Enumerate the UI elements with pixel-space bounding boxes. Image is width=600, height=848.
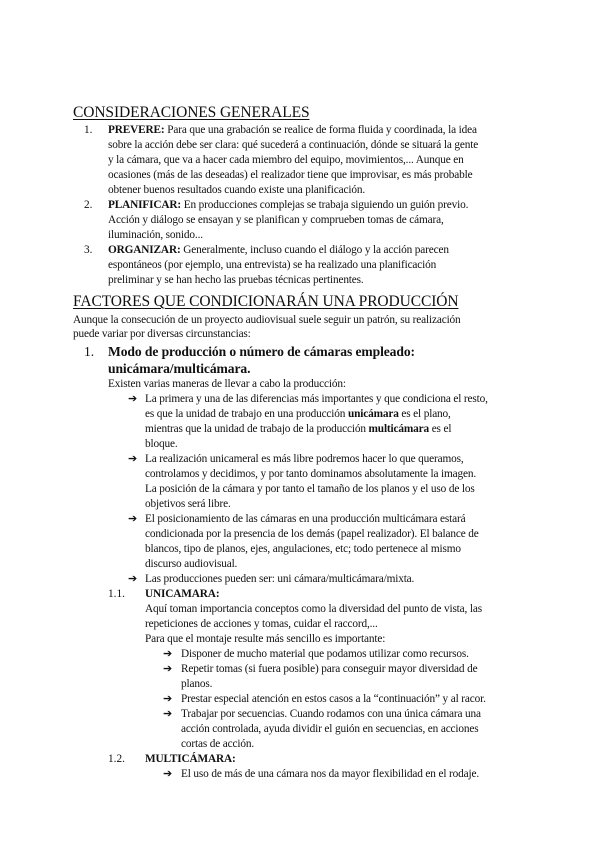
bullet-line: Prestar especial atención en estos casos a la “continuación” y al racor.	[181, 693, 486, 705]
arrow-bullet-icon: ➔	[128, 453, 138, 465]
list-item-line: ocasiones (más de las deseadas) el realizador tiene que improvisar, es más probable	[108, 169, 473, 181]
section-title-consideraciones: CONSIDERACIONES GENERALES	[73, 104, 310, 121]
bullet-line: es que la unidad de trabajo en una producción unicámara es el plano,	[145, 408, 451, 420]
paragraph-line: repeticiones de acciones y tomas, cuidar el raccord,...	[145, 618, 378, 630]
paragraph-line: Aquí toman importancia conceptos como la diversidad del punto de vista, las	[145, 603, 482, 615]
subsection-title: UNICAMARA:	[145, 588, 220, 600]
subsection-title: MULTICÁMARA:	[145, 753, 236, 765]
list-item-line: sobre la acción debe ser clara: qué sucederá a continuación, dónde se situará la gente	[108, 139, 479, 151]
list-number: 1.	[84, 344, 95, 359]
list-number: 1.	[84, 124, 93, 136]
bullet-line: condicionada por la presencia de los demás (papel realizador). El balance de	[145, 528, 479, 540]
bullet-line: objetivos será libre.	[145, 498, 231, 510]
bullet-line: La posición de la cámara y por tanto el tamaño de los planos y el uso de los	[145, 483, 475, 495]
list-item-line: ORGANIZAR: Generalmente, incluso cuando el diálogo y la acción parecen	[108, 244, 449, 256]
bullet-line: acción controlada, ayuda dividir el guión en secuencias, en acciones	[181, 723, 479, 735]
arrow-bullet-icon: ➔	[163, 768, 173, 780]
subsection-number: 1.1.	[108, 588, 125, 600]
list-item-line: PREVERE: Para que una grabación se realice de forma fluida y coordinada, la idea	[108, 124, 477, 136]
bullet-line: El uso de más de una cámara nos da mayor flexibilidad en el rodaje.	[181, 768, 479, 780]
term-label: PLANIFICAR:	[108, 199, 182, 211]
bullet-line: mientras que la unidad de trabajo de la producción multicámara es el	[145, 423, 452, 435]
lead-line: Existen varias maneras de llevar a cabo la producción:	[108, 378, 346, 390]
bullet-line: bloque.	[145, 438, 178, 450]
arrow-bullet-icon: ➔	[163, 648, 173, 660]
intro-line: puede variar por diversas circunstancias:	[73, 328, 251, 340]
arrow-bullet-icon: ➔	[163, 693, 173, 705]
arrow-bullet-icon: ➔	[128, 513, 138, 525]
bullet-line: La realización unicameral es más libre podremos hacer lo que queramos,	[145, 453, 464, 465]
list-item-line: iluminación, sonido...	[108, 229, 203, 241]
arrow-bullet-icon: ➔	[163, 708, 173, 720]
subsection-number: 1.2.	[108, 753, 125, 765]
bullet-line: Repetir tomas (si fuera posible) para conseguir mayor diversidad de	[181, 663, 478, 675]
bullet-line: El posicionamiento de las cámaras en una producción multicámara estará	[145, 513, 466, 525]
bullet-line: blancos, tipo de planos, ejes, angulaciones, etc; todo pertenece al mismo	[145, 543, 461, 555]
paragraph-line: Para que el montaje resulte más sencillo es importante:	[145, 633, 386, 645]
list-item-line: y la cámara, que va a hacer cada miembro del equipo, movimientos,... Aunque en	[108, 154, 464, 166]
bullet-line: cortas de acción.	[181, 738, 255, 750]
list-number: 2.	[84, 199, 93, 211]
list-item-line: preliminar y se han hecho las pruebas técnicas pertinentes.	[108, 274, 364, 286]
bullet-line: Trabajar por secuencias. Cuando rodamos con una única cámara una	[181, 708, 481, 720]
arrow-bullet-icon: ➔	[128, 573, 138, 585]
intro-line: Aunque la consecución de un proyecto audiovisual suele seguir un patrón, su realización	[73, 314, 461, 326]
bullet-line: La primera y una de las diferencias más importantes y que condiciona el resto,	[145, 393, 488, 405]
list-item-line: Acción y diálogo se ensayan y se planifican y comprueben tomas de cámara,	[108, 214, 444, 226]
list-item-line: PLANIFICAR: En producciones complejas se trabaja siguiendo un guión previo.	[108, 199, 469, 211]
list-item-line: obtener buenos resultados cuando existe una planificación.	[108, 184, 366, 196]
bullet-line: Las producciones pueden ser: uni cámara/multicámara/mixta.	[145, 573, 415, 585]
section-title-factores: FACTORES QUE CONDICIONARÁN UNA PRODUCCIÓN	[73, 293, 459, 310]
bullet-line: planos.	[181, 678, 213, 690]
arrow-bullet-icon: ➔	[163, 663, 173, 675]
bullet-line: Disponer de mucho material que podamos utilizar como recursos.	[181, 648, 469, 660]
bullet-line: controlamos y decidimos, y por tanto dominamos absolutamente la imagen.	[145, 468, 477, 480]
term-label: ORGANIZAR:	[108, 244, 181, 256]
list-number: 3.	[84, 244, 93, 256]
item-title-line: Modo de producción o número de cámaras empleado:	[108, 344, 415, 359]
arrow-bullet-icon: ➔	[128, 393, 138, 405]
term-label: PREVERE:	[108, 124, 165, 136]
bullet-line: discurso audiovisual.	[145, 558, 238, 570]
item-title-line: unicámara/multicámara.	[108, 361, 251, 376]
list-item-line: espontáneos (por ejemplo, una entrevista) se ha realizado una planificación	[108, 259, 437, 271]
